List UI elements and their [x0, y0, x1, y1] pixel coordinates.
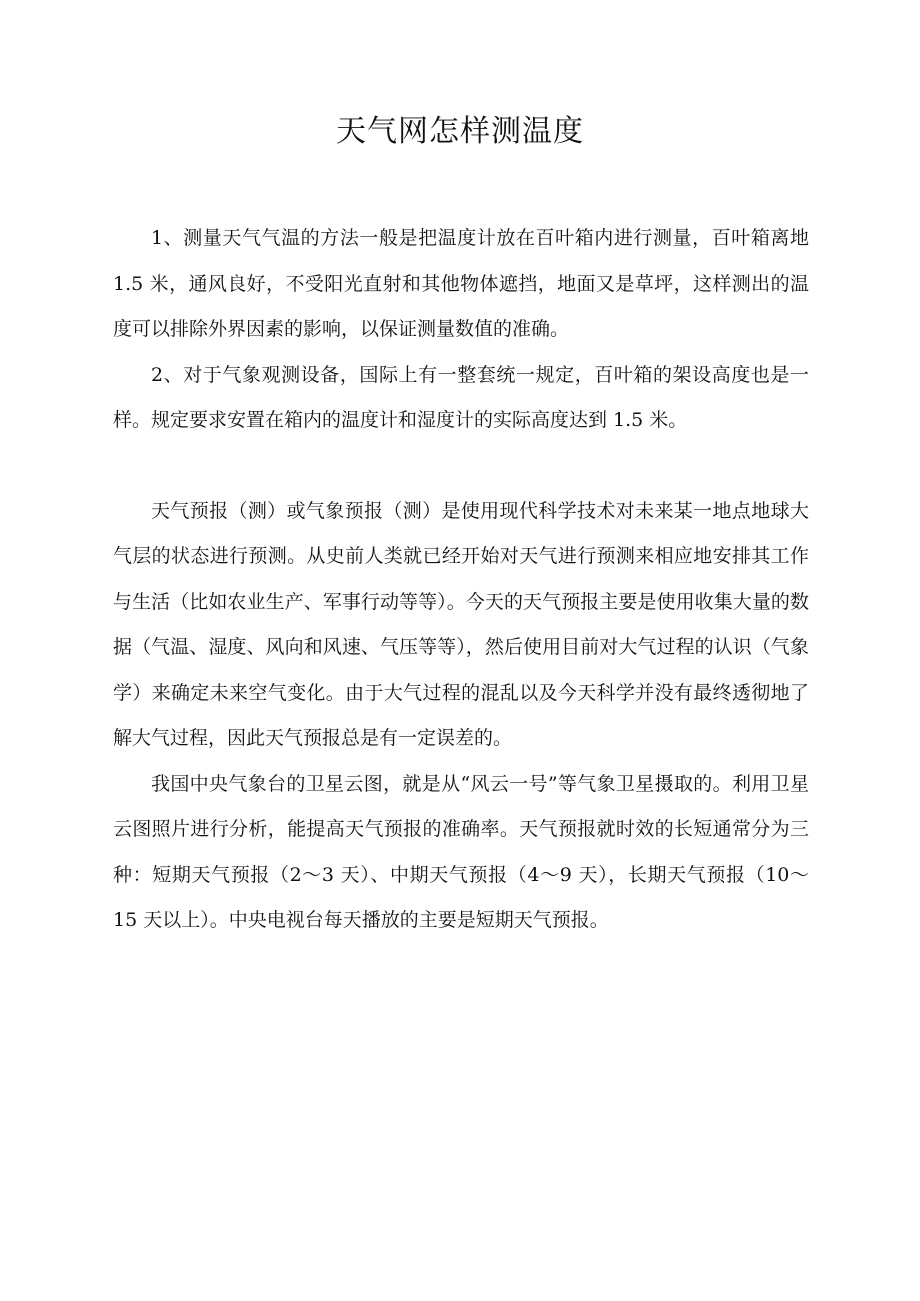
paragraph-equipment-standard: 2、对于气象观测设备，国际上有一整套统一规定，百叶箱的架设高度也是一样。规定要求安置在箱内的温度计和湿度计的实际高度达到 1.5 米。	[113, 363, 809, 431]
paragraph-satellite-cloud-image: 我国中央气象台的卫星云图，就是从“风云一号”等气象卫星摄取的。利用卫星云图照片进行分析，能提高天气预报的准确率。天气预报就时效的长短通常分为三种：短期天气预报（2～3 天）、中期天气预报（4～9 天），长期天气预报（10～15 天以上）。中央电视台每天播放的主要是短期天气预报。	[113, 772, 809, 931]
document-body	[113, 216, 809, 944]
paragraph-weather-forecast: 天气预报（测）或气象预报（测）是使用现代科学技术对未来某一地点地球大气层的状态进行预测。从史前人类就已经开始对天气进行预测来相应地安排其工作与生活（比如农业生产、军事行动等等）。今天的天气预报主要是使用收集大量的数据（气温、湿度、风向和风速、气压等等），然后使用目前对大气过程的认识（气象学）来确定未来空气变化。由于大气过程的混乱以及今天科学并没有最终透彻地了解大气过程，因此天气预报总是有一定误差的。	[113, 499, 809, 749]
paragraph-thermometer-method: 1、测量天气气温的方法一般是把温度计放在百叶箱内进行测量，百叶箱离地 1.5 米，通风良好，不受阳光直射和其他物体遮挡，地面又是草坪，这样测出的温度可以排除外界因素的影响，以保证测量数值的准确。	[113, 227, 809, 340]
document-title: 天气网怎样测温度	[336, 114, 584, 149]
